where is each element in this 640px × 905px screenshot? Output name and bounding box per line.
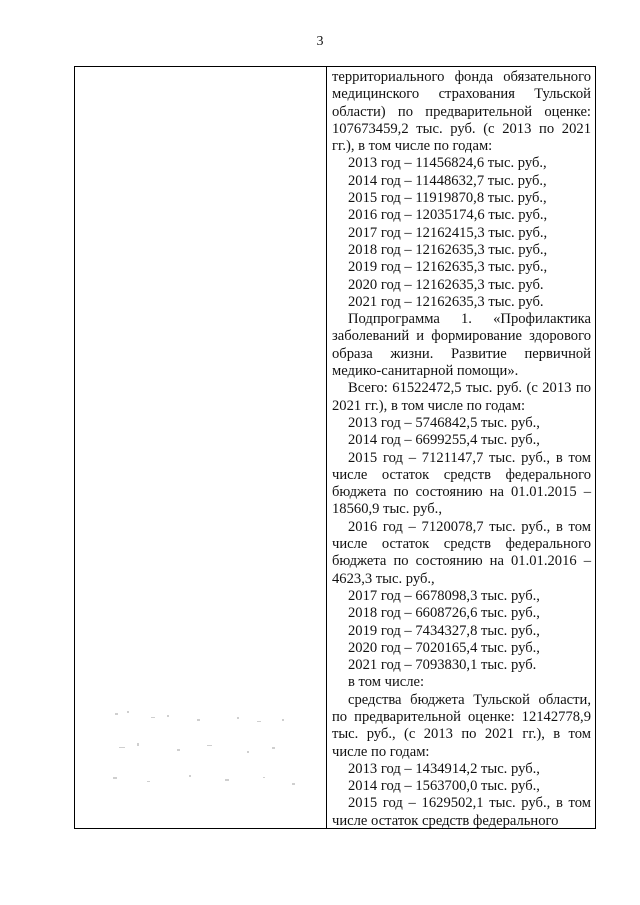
page-number: 3 [316,34,324,49]
paragraph: 2015 год – 1629502,1 тыс. руб., в том числе остаток средств федерального [332,795,591,829]
paragraph: Всего: 61522472,5 тыс. руб. (с 2013 по 2021 гг.), в том числе по годам: [332,380,591,414]
text-line: 2013 год – 1434914,2 тыс. руб., [348,760,540,777]
text-line: 2020 год – 7020165,4 тыс. руб., [348,639,540,656]
text-line: 2021 год – 7093830,1 тыс. руб. [348,657,537,674]
text-line: 2014 год – 11448632,7 тыс. руб., [348,172,547,189]
text-line: 2013 год – 5746842,5 тыс. руб., [348,414,540,431]
text-line: 2019 год – 7434327,8 тыс. руб., [348,622,540,639]
paragraph: 2016 год – 7120078,7 тыс. руб., в том числе остаток средств федерального бюджета по состоянию на 01.01.2016 – 4623,3 тыс. руб., [332,518,591,587]
paragraph: 2015 год – 7121147,7 тыс. руб., в том числе остаток средств федерального бюджета по состоянию на 01.01.2015 – 18560,9 тыс. руб., [332,449,591,518]
text-line: 2014 год – 6699255,4 тыс. руб., [348,432,540,449]
text-line: 2017 год – 12162415,3 тыс. руб., [348,224,548,241]
table-left-column [75,67,327,828]
paragraph: Подпрограмма 1. «Профилактика заболеваний и формирование здорового образа жизни. Развитие первичной медико-санитарной помощи». [332,311,591,380]
text-line: 2014 год – 1563700,0 тыс. руб., [348,778,540,795]
scan-artifact [107,707,307,797]
text-line: 2013 год – 11456824,6 тыс. руб., [348,155,547,172]
paragraph: средства бюджета Тульской области, по предварительной оценке: 12142778,9 тыс. руб., (с 2013 по 2021 гг.), в том числе по годам: [332,691,591,760]
text-line: 2015 год – 11919870,8 тыс. руб., [348,190,547,207]
text-line: 2019 год – 12162635,3 тыс. руб., [348,259,548,276]
text-line: 2018 год – 12162635,3 тыс. руб., [348,241,548,258]
text-line: 2020 год – 12162635,3 тыс. руб. [348,276,544,293]
text-line: 2016 год – 12035174,6 тыс. руб., [348,207,548,224]
text-line: 2018 год – 6608726,6 тыс. руб., [348,605,540,622]
text-line: 2017 год – 6678098,3 тыс. руб., [348,587,540,604]
paragraph: территориального фонда обязательного медицинского страхования Тульской области) по предварительной оценке: 107673459,2 тыс. руб. (с 2013 по 2021 гг.), в том числе по годам: [332,69,591,155]
table-right-column [327,67,595,828]
financing-table [74,66,596,829]
text-line: 2021 год – 12162635,3 тыс. руб. [348,293,544,310]
text-line: в том числе: [348,674,425,691]
